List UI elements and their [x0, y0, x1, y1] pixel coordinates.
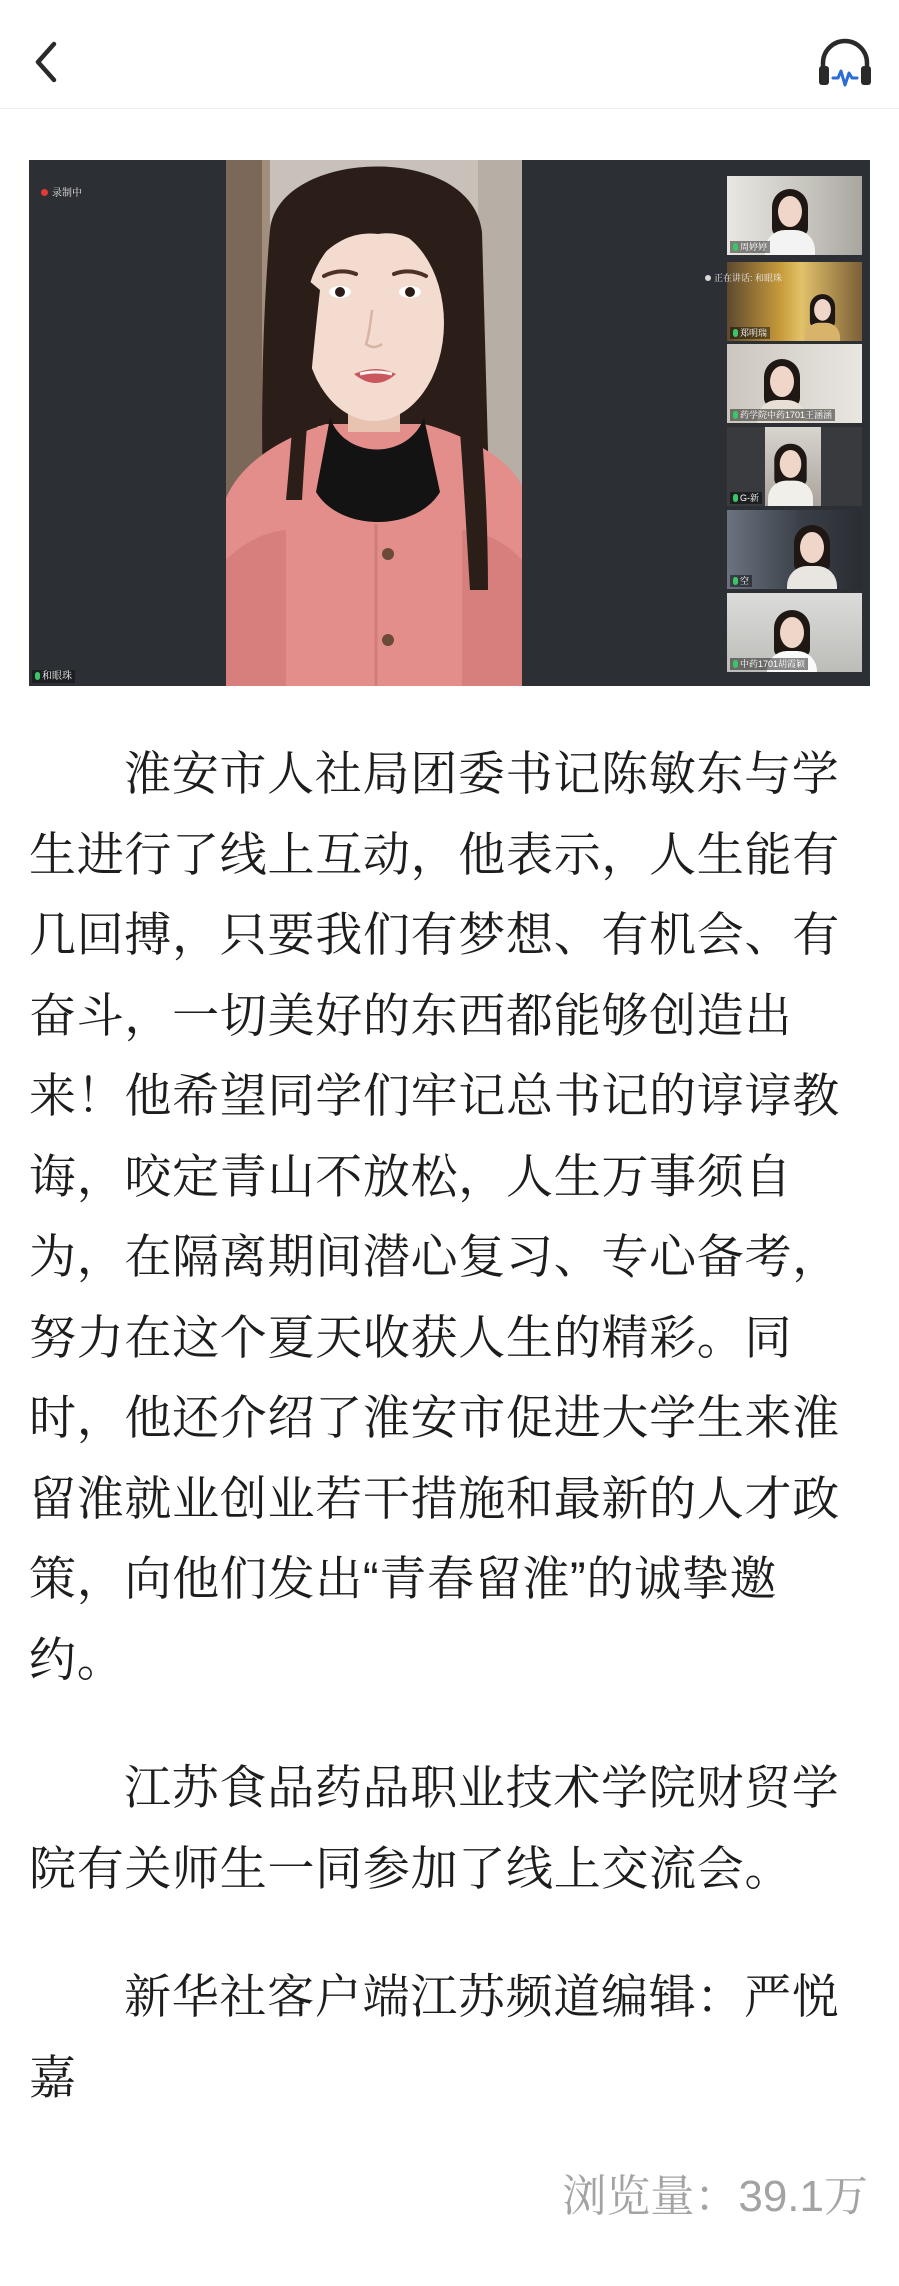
headphones-icon [816, 35, 874, 89]
article-editor-credit: 新华社客户端江苏频道编辑：严悦嘉 [29, 1970, 840, 2104]
participant-name: 郑明瑞 [740, 328, 768, 338]
self-participant-label [32, 670, 75, 683]
mic-icon [733, 411, 738, 419]
participant-label [730, 409, 835, 421]
participant-figure [765, 186, 815, 255]
participant-label [730, 658, 808, 670]
recording-indicator [41, 188, 82, 200]
chevron-left-icon [30, 38, 64, 86]
participant-label [730, 241, 770, 253]
mic-icon [733, 243, 738, 251]
participant-label [730, 327, 770, 339]
recording-label: 录制中 [52, 188, 82, 199]
active-speaker-label: 正在讲话: 和眼珠 [714, 273, 783, 283]
participant-name: 周婷婷 [740, 242, 768, 252]
participant-tile[interactable] [727, 593, 862, 672]
participant-name: G-新 [740, 493, 759, 503]
recording-dot-icon [41, 189, 48, 196]
article-body [29, 734, 849, 2166]
mic-icon [733, 660, 738, 668]
mic-icon [733, 329, 738, 337]
mic-icon [733, 577, 738, 585]
participant-label [730, 492, 762, 504]
view-count: 浏览量：39.1万 [562, 2172, 868, 2221]
participant-tile[interactable] [727, 510, 862, 589]
mic-icon [733, 494, 738, 502]
active-speaker-indicator [705, 273, 782, 284]
listen-audio-button[interactable] [816, 35, 874, 89]
article-image-video-call [29, 160, 870, 686]
speaker-icon [705, 275, 711, 281]
participant-figure [805, 292, 840, 341]
article-paragraph: 淮安市人社局团委书记陈敏东与学生进行了线上互动，他表示，人生能有几回搏，只要我们有梦想、有机会、有奋斗，一切美好的东西都能够创造出来！他希望同学们牢记总书记的谆谆教诲，咬定青山不放松，人生万事须自为，在隔离期间潜心复习、专心备考，努力在这个夏天收获人生的精彩。同时，他还介绍了淮安市促进大学生来淮留淮就业创业若干措施和最新的人才政策，向他们发出“青春留淮”的诚挚邀约。 [29, 747, 840, 1686]
mic-icon [35, 672, 40, 680]
participant-tile[interactable] [727, 344, 862, 423]
participant-label [730, 575, 752, 587]
participant-name: 中药1701胡霞颖 [740, 659, 806, 669]
participant-figure [787, 522, 837, 589]
participant-tile[interactable] [727, 176, 862, 255]
self-participant-name: 和眼珠 [42, 671, 72, 682]
participant-figure [768, 441, 813, 506]
participant-name: 空 [740, 576, 750, 586]
participant-tile[interactable] [727, 427, 862, 506]
participant-name: 药学院中药1701王涵涵 [740, 410, 833, 420]
speaker-video-feed [226, 160, 522, 686]
back-button[interactable] [30, 38, 64, 86]
top-bar [0, 0, 899, 109]
article-paragraph: 江苏食品药品职业技术学院财贸学院有关师生一同参加了线上交流会。 [29, 1761, 840, 1895]
